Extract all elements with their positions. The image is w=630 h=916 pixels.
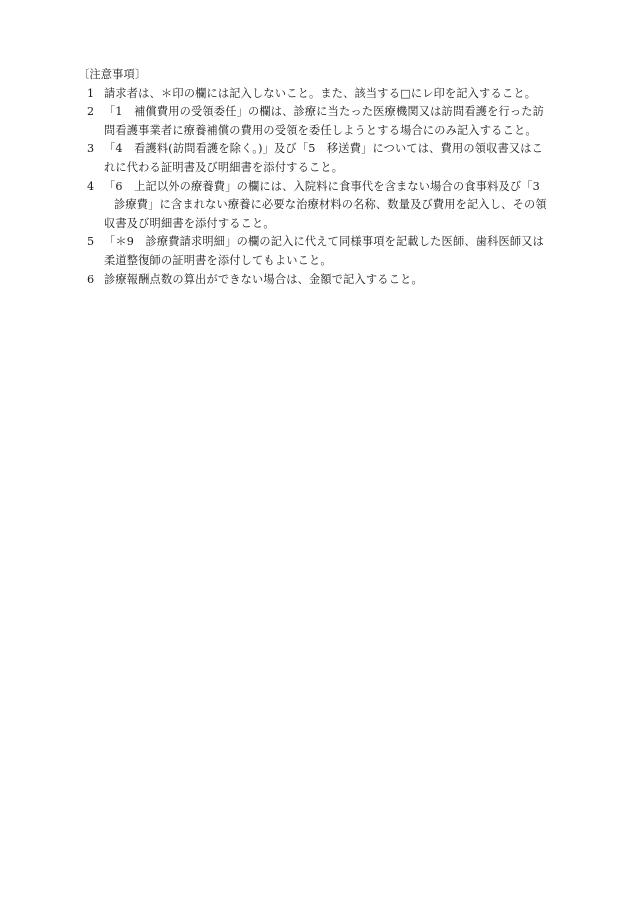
note-item-3	[78, 140, 578, 177]
note-item-5	[78, 233, 578, 270]
note-text-line: 収書及び明細書を添付すること。	[104, 216, 275, 230]
note-number: 5	[87, 235, 95, 249]
note-text-line: 診療費」に含まれない療養に必要な治療材料の名称、数量及び費用を記入し、その領	[114, 198, 547, 212]
note-number: 2	[87, 105, 95, 119]
note-number: 4	[87, 179, 95, 193]
notes-section	[78, 66, 578, 289]
note-text-line: 診療報酬点数の算出ができない場合は、金額で記入すること。	[104, 272, 423, 286]
note-item-6	[78, 271, 578, 290]
note-text-line: 「4 看護料(訪問看護を除く。)」及び「5 移送費」については、費用の領収書又はこ	[104, 142, 544, 156]
note-number: 1	[87, 86, 95, 100]
note-number: 3	[87, 142, 95, 156]
note-item-1	[78, 85, 578, 104]
note-text-line: れに代わる証明書及び明細書を添付すること。	[104, 160, 344, 174]
note-number: 6	[87, 272, 95, 286]
notes-heading: 〔注意事項〕	[78, 68, 147, 81]
note-text-line: 問看護事業者に療養補償の費用の受領を委任しようとする場合にのみ記入すること。	[104, 123, 537, 137]
note-item-4	[78, 178, 578, 234]
note-text-line: 「1 補償費用の受領委任」の欄は、診療に当たった医療機関又は訪問看護を行った訪	[104, 105, 545, 119]
note-text-line: 「＊9 診療費請求明細」の欄の記入に代えて同様事項を記載した医師、歯科医師又は	[104, 235, 545, 249]
note-text-line: 請求者は、＊印の欄には記入しないこと。また、該当する□にレ印を記入すること。	[104, 86, 537, 100]
note-text-line: 柔道整復師の証明書を添付してもよいこと。	[104, 253, 332, 267]
note-text-line: 「6 上記以外の療養費」の欄には、入院料に食事代を含まない場合の食事料及び「3	[104, 179, 540, 193]
note-item-2	[78, 103, 578, 140]
